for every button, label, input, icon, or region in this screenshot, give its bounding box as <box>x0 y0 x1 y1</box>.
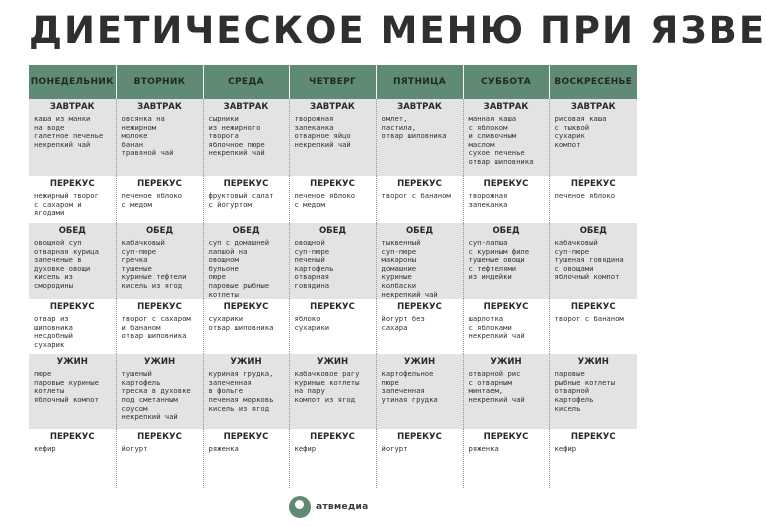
meal-items: кефир <box>554 444 577 454</box>
meal-items: нежирный творог с сахаром и ягодами <box>34 191 99 218</box>
menu-cell <box>549 299 637 354</box>
day-header-thursday: ЧЕТВЕРГ <box>289 65 376 99</box>
meal-label: ПЕРЕКУС <box>49 179 95 189</box>
meal-label: ПЕРЕКУС <box>223 302 269 313</box>
menu-cell <box>463 99 549 176</box>
meal-label: ОБЕД <box>318 226 347 236</box>
meal-label: ПЕРЕКУС <box>49 432 95 443</box>
menu-cell <box>289 354 376 429</box>
meal-label: ПЕРЕКУС <box>570 432 616 443</box>
menu-cell <box>289 429 376 488</box>
menu-cell <box>376 99 463 176</box>
day-header-wednesday: СРЕДА <box>203 65 289 99</box>
meal-label: ПЕРЕКУС <box>137 432 182 443</box>
meal-items: кабачковый суп-пюре гречка тушеные куриные тефтели кисель из ягод <box>121 238 187 290</box>
menu-cell <box>549 223 637 299</box>
meal-items: печеное яблоко с медом <box>121 191 183 209</box>
menu-cell <box>29 429 116 488</box>
meal-items: ряженка <box>468 444 499 454</box>
meal-label: ЗАВТРАК <box>137 102 182 112</box>
meal-items: паровые рыбные котлеты отварной картофель кисель <box>554 369 616 413</box>
menu-row <box>29 99 637 176</box>
meal-items: тыквенный суп-пюре макароны домашние куриные колбаски некрепкий чай <box>381 238 438 299</box>
meal-items: овощной суп отварная курица запеченые в духовке овощи кисель из смородины <box>34 238 99 290</box>
meal-items: отварной рис с отварным минтаем, некрепкий чай <box>468 369 525 404</box>
meal-items: омлет, пастила, отвар шиповника <box>381 114 447 141</box>
menu-cell <box>549 176 637 223</box>
logo-text: атвмедиа <box>316 502 369 512</box>
menu-cell <box>203 176 289 223</box>
meal-label: ПЕРЕКУС <box>483 179 529 189</box>
meal-label: УЖИН <box>230 357 262 368</box>
meal-items: куриная грудка, запеченная в фольге печеная морковь кисель из ягод <box>208 369 274 413</box>
menu-cell <box>116 176 203 223</box>
meal-label: ПЕРЕКУС <box>397 432 442 443</box>
meal-label: ЗАВТРАК <box>483 102 529 112</box>
meal-items: овсянка на нежирном молоке банан травяной чай <box>121 114 174 158</box>
meal-items: картофельное пюре запеченная утиная грудка <box>381 369 438 404</box>
meal-label: ОБЕД <box>145 226 174 236</box>
meal-label: ОБЕД <box>232 226 260 236</box>
atv-media-logo <box>289 494 379 522</box>
meal-label: УЖИН <box>403 357 436 368</box>
day-header-sunday: ВОСКРЕСЕНЬЕ <box>549 65 637 99</box>
meal-items: шарлотка с яблоками некрепкий чай <box>468 314 525 341</box>
menu-cell <box>116 354 203 429</box>
meal-items: йогурт <box>121 444 148 454</box>
menu-cell <box>376 429 463 488</box>
meal-label: ЗАВТРАК <box>397 102 442 112</box>
meal-label: ПЕРЕКУС <box>570 179 616 189</box>
menu-cell <box>289 299 376 354</box>
meal-label: ПЕРЕКУС <box>49 302 95 313</box>
meal-label: УЖИН <box>143 357 176 368</box>
meal-items: печеное яблоко с медом <box>294 191 356 209</box>
meal-items: кефир <box>294 444 317 454</box>
meal-items: кабачковое рагу куриные котлеты на пару компот из ягод <box>294 369 360 404</box>
menu-cell <box>289 176 376 223</box>
day-header-saturday: СУББОТА <box>463 65 549 99</box>
meal-label: ПЕРЕКУС <box>310 432 355 443</box>
meal-label: ПЕРЕКУС <box>570 302 616 313</box>
meal-label: ПЕРЕКУС <box>137 302 182 313</box>
menu-row <box>29 176 637 223</box>
menu-cell <box>203 299 289 354</box>
meal-label: ПЕРЕКУС <box>310 179 355 189</box>
atv-media-logo-icon <box>289 496 311 518</box>
menu-cell <box>376 223 463 299</box>
meal-items: пюре паровые куриные котлеты яблочный компот <box>34 369 99 404</box>
menu-cell <box>116 429 203 488</box>
menu-cell <box>116 299 203 354</box>
menu-cell <box>463 223 549 299</box>
menu-cell <box>116 223 203 299</box>
meal-items: яблоко сухарики <box>294 314 330 332</box>
menu-cell <box>376 299 463 354</box>
menu-cell <box>203 223 289 299</box>
meal-items: ряженка <box>208 444 239 454</box>
meal-label: ЗАВТРАК <box>49 102 95 112</box>
menu-cell <box>289 223 376 299</box>
menu-row <box>29 354 637 429</box>
day-header-friday: ПЯТНИЦА <box>376 65 463 99</box>
meal-label: УЖИН <box>56 357 88 368</box>
meal-label: УЖИН <box>316 357 349 368</box>
menu-row <box>29 429 637 488</box>
menu-cell <box>463 299 549 354</box>
menu-cell <box>549 429 637 488</box>
meal-label: ОБЕД <box>405 226 434 236</box>
meal-items: творог с бананом <box>381 191 451 200</box>
menu-row <box>29 223 637 299</box>
meal-label: ПЕРЕКУС <box>137 179 182 189</box>
meal-label: ЗАВТРАК <box>310 102 355 112</box>
diet-menu-table <box>29 65 637 488</box>
meal-items: суп-лапша с куриным филе тушеные овощи с тефтелями из индейки <box>468 238 530 282</box>
meal-items: йогурт <box>381 444 408 454</box>
menu-cell <box>463 429 549 488</box>
meal-label: УЖИН <box>490 357 522 368</box>
menu-cell <box>289 99 376 176</box>
meal-label: ОБЕД <box>492 226 520 236</box>
day-header-row <box>29 65 637 99</box>
meal-label: ПЕРЕКУС <box>483 432 529 443</box>
menu-cell <box>376 176 463 223</box>
menu-cell <box>29 99 116 176</box>
meal-label: ПЕРЕКУС <box>397 302 442 313</box>
meal-items: сырники из нежирного творога яблочное пюре некрепкий чай <box>208 114 265 158</box>
meal-items: фруктовый салат с йогуртом <box>208 191 274 209</box>
meal-label: ЗАВТРАК <box>570 102 616 112</box>
meal-items: творог с сахаром и бананом отвар шиповника <box>121 314 191 341</box>
meal-items: сухарики отвар шиповника <box>208 314 274 332</box>
menu-cell <box>376 354 463 429</box>
menu-cell <box>203 429 289 488</box>
menu-cell <box>29 299 116 354</box>
meal-items: тушеный картофель треска в духовке под сметанным соусом некрепкий чай <box>121 369 191 422</box>
day-header-tuesday: ВТОРНИК <box>116 65 203 99</box>
menu-cell <box>549 354 637 429</box>
meal-items: манная каша с яблоком и сливочным маслом сухое печенье отвар шиповника <box>468 114 534 166</box>
meal-items: творог с бананом <box>554 314 624 324</box>
menu-cell <box>29 176 116 223</box>
page-title: ДИЕТИЧЕСКОЕ МЕНЮ ПРИ ЯЗВЕ <box>29 9 766 52</box>
meal-items: суп с домашней лапшой на овощном бульоне пюре паровые рыбные котлеты <box>208 238 270 299</box>
meal-items: каша из манки на воде галетное печенье некрепкий чай <box>34 114 104 149</box>
menu-cell <box>463 176 549 223</box>
meal-label: ПЕРЕКУС <box>397 179 442 189</box>
meal-label: УЖИН <box>577 357 609 368</box>
menu-cell <box>29 354 116 429</box>
day-header-monday: ПОНЕДЕЛЬНИК <box>29 65 116 99</box>
meal-label: ОБЕД <box>58 226 86 236</box>
meal-items: йогурт без сахара <box>381 314 425 332</box>
meal-label: ОБЕД <box>579 226 607 236</box>
meal-label: ПЕРЕКУС <box>223 179 269 189</box>
meal-items: отвар из шиповника несдобный сухарик <box>34 314 73 349</box>
meal-label: ПЕРЕКУС <box>310 302 355 313</box>
meal-items: печеное яблоко <box>554 191 616 200</box>
meal-items: творожная запеканка отварное яйцо некрепкий чай <box>294 114 351 149</box>
meal-label: ПЕРЕКУС <box>223 432 269 443</box>
menu-cell <box>463 354 549 429</box>
menu-row <box>29 299 637 354</box>
menu-cell <box>29 223 116 299</box>
meal-items: творожная запеканка <box>468 191 508 209</box>
meal-items: кабачковый суп-пюре тушеная говядина с овощами яблочный компот <box>554 238 624 282</box>
menu-cell <box>549 99 637 176</box>
menu-cell <box>203 99 289 176</box>
menu-cell <box>116 99 203 176</box>
meal-items: овощной суп-пюре печеный картофель отварная говядина <box>294 238 334 290</box>
menu-cell <box>203 354 289 429</box>
meal-items: рисовая каша с тыквой сухарик компот <box>554 114 607 149</box>
meal-items: кефир <box>34 444 56 454</box>
meal-label: ПЕРЕКУС <box>483 302 529 313</box>
meal-label: ЗАВТРАК <box>223 102 269 112</box>
